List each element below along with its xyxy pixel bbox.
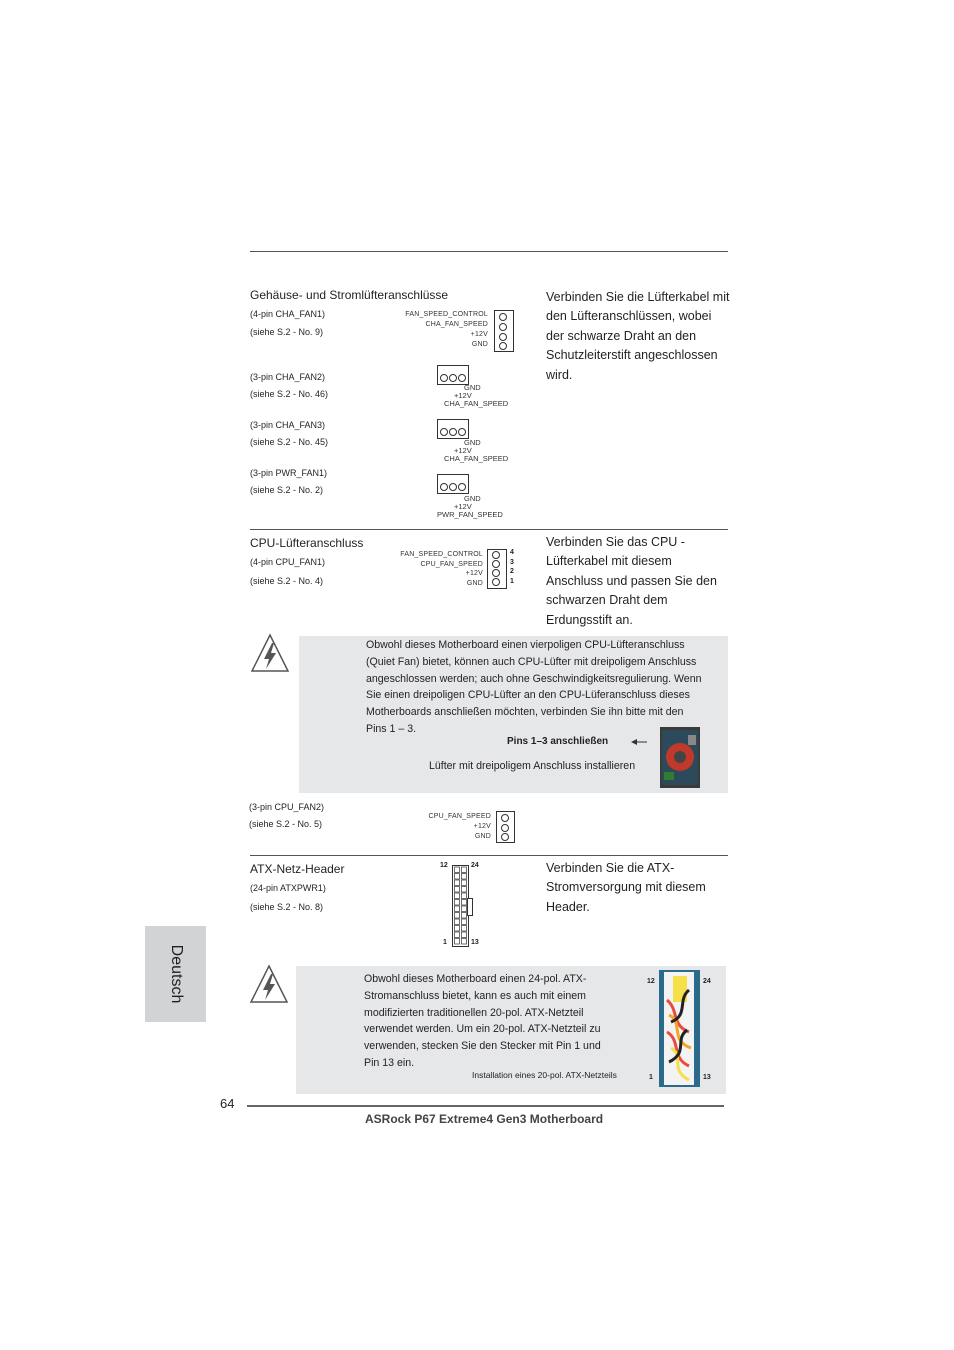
cha-fan2-labels: GND +12V CHA_FAN_SPEED [444, 383, 509, 408]
atx-description: Verbinden Sie die ATX- Stromversorgung mit diesem Header. [546, 861, 706, 914]
note2-num-24: 24 [703, 978, 711, 985]
warning-icon [249, 964, 289, 1004]
cha-fan1-labels: FAN_SPEED_CONTROL CHA_FAN_SPEED +12V GND [405, 311, 488, 348]
language-tab: Deutsch [145, 926, 206, 1022]
pwr-fan1-labels: GND +12V PWR_FAN_SPEED [437, 494, 503, 519]
atx-pin: (24-pin ATXPWR1) [250, 883, 326, 893]
note-cpu-fan-text: Obwohl dieses Motherboard einen vierpoligen CPU-Lüfteranschluss (Quiet Fan) bietet, können auch CPU-Lüfter mit dreipoligem Anschluss angeschlossen werden; auch ohne Geschwindigkeitsregulierung. Wenn Sie einen dreipoligen CPU-Lüfter an den CPU-Lüferanschluss dieses Motherboards anschließen möchten, verbinden Sie ihn bitte mit den Pins 1 – 3. [366, 639, 702, 735]
cha-fan3-pin: (3-pin CHA_FAN3) [250, 420, 326, 430]
top-rule [250, 251, 728, 252]
cha-fan1-connector [494, 310, 514, 352]
cpu-description: Verbinden Sie das CPU - Lüfterkabel mit diesem Anschluss und passen Sie den schwarzen Draht dem Erdungsstift an. [546, 535, 717, 627]
footer-text: ASRock P67 Extreme4 Gen3 Motherboard [365, 1112, 604, 1126]
pins-label: Pins 1–3 anschließen [507, 736, 609, 747]
atx-num-1: 1 [443, 939, 447, 946]
atx-num-12: 12 [440, 862, 448, 869]
cpu-title: CPU-Lüfteranschluss [250, 536, 364, 550]
cha-fan2-ref: (siehe S.2 - No. 46) [250, 389, 329, 399]
cha-fan3-ref: (siehe S.2 - No. 45) [250, 437, 329, 447]
divider-cpu [250, 529, 728, 530]
atx-num-13: 13 [471, 939, 479, 946]
cha-fan1-ref: (siehe S.2 - No. 9) [250, 327, 324, 337]
cpu-fan2-connector [496, 811, 515, 843]
cha-fan2-connector [437, 365, 469, 385]
divider-atx [250, 855, 728, 856]
cpu-fan2-ref: (siehe S.2 - No. 5) [249, 819, 323, 829]
atx-photo [659, 970, 700, 1087]
fan-photo [660, 727, 700, 788]
note2-num-1: 1 [649, 1074, 653, 1081]
cpu-fan1-pin-numbers: 4 3 2 1 [510, 549, 514, 585]
chassis-title: Gehäuse- und Stromlüfteranschlüsse [250, 288, 449, 302]
atx-num-24: 24 [471, 862, 479, 869]
cpu-fan1-connector [487, 549, 507, 589]
note2-num-12: 12 [647, 978, 655, 985]
footer-rule [247, 1105, 724, 1107]
atx-title: ATX-Netz-Header [250, 862, 345, 876]
install-label: Lüfter mit dreipoligem Anschluss installieren [429, 760, 636, 772]
cpu-fan2-labels: CPU_FAN_SPEED +12V GND [428, 813, 491, 840]
cpu-fan1-labels: FAN_SPEED_CONTROL CPU_FAN_SPEED +12V GND [400, 551, 483, 587]
atx-latch [467, 898, 473, 916]
cha-fan2-pin: (3-pin CHA_FAN2) [250, 372, 326, 382]
pwr-fan1-connector [437, 474, 469, 494]
warning-icon [250, 633, 290, 673]
cha-fan3-labels: GND +12V CHA_FAN_SPEED [444, 438, 509, 463]
note2-num-13: 13 [703, 1074, 711, 1081]
atx-ref: (siehe S.2 - No. 8) [250, 902, 324, 912]
page-number: 64 [220, 1096, 235, 1111]
cpu-fan1-ref: (siehe S.2 - No. 4) [250, 576, 324, 586]
pwr-fan1-ref: (siehe S.2 - No. 2) [250, 485, 324, 495]
cha-fan1-pin: (4-pin CHA_FAN1) [250, 309, 326, 319]
note-atx-text: Obwohl dieses Motherboard einen 24-pol. ATX- Stromanschluss bietet, kann es auch mit einem modifizierten traditionellen 20-pol. ATX-Netzteil verwendet werden. Um ein 20-pol. ATX-Netzteil zu verwenden, stecken Sie den Stecker mit Pin 1 und Pin 13 ein. [364, 973, 601, 1069]
pwr-fan1-pin: (3-pin PWR_FAN1) [250, 468, 328, 478]
atx-install-label: Installation eines 20-pol. ATX-Netzteils [472, 1070, 617, 1080]
arrow-left-icon [630, 737, 648, 747]
cha-fan3-connector [437, 419, 469, 439]
cpu-fan1-pin: (4-pin CPU_FAN1) [250, 557, 326, 567]
cpu-fan2-pin: (3-pin CPU_FAN2) [249, 802, 325, 812]
chassis-description: Verbinden Sie die Lüfterkabel mit den Lüfteranschlüssen, wobei der schwarze Draht an den Schutzleiterstift angeschlossen wird. [546, 290, 730, 382]
